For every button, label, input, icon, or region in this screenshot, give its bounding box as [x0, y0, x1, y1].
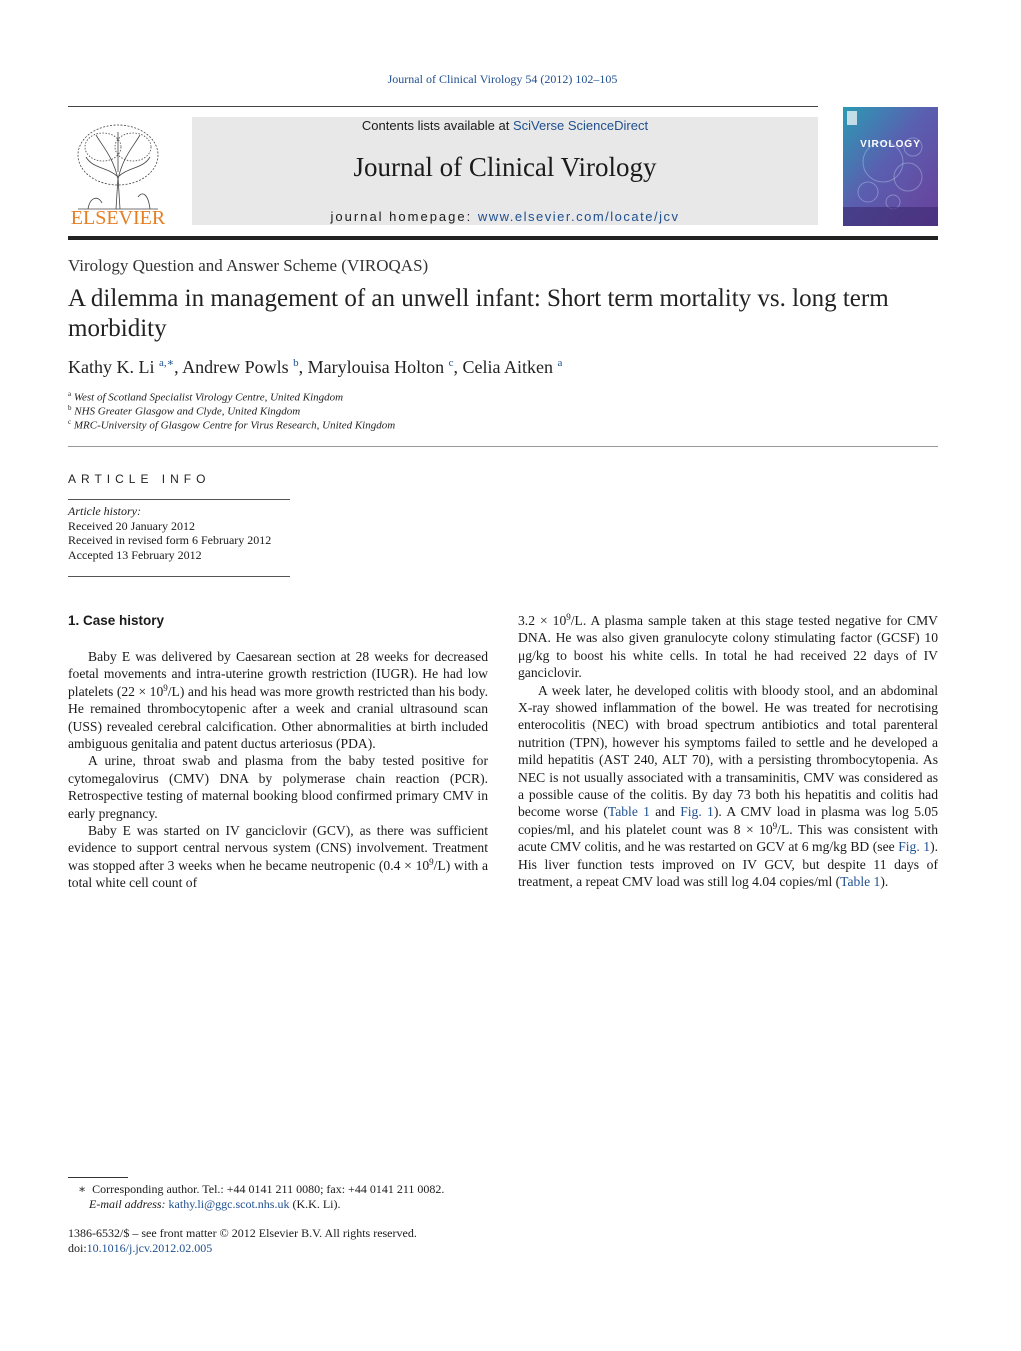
- paragraph: A urine, throat swab and plasma from the baby tested positive for cytomegalovirus (CMV) DNA by polymerase chain reaction (PCR). Retrospective testing of maternal booking blood confirmed primary CMV in early pregnancy.: [68, 753, 488, 821]
- cover-title: VIROLOGY: [860, 139, 921, 150]
- article-title: A dilemma in management of an unwell infant: Short term mortality vs. long term morbidity: [68, 285, 889, 342]
- journal-cover-image[interactable]: [843, 107, 938, 226]
- footnote-rule: [68, 1177, 128, 1178]
- affiliation-mark: c: [68, 418, 72, 426]
- paragraph: [68, 822, 488, 892]
- homepage-line: [192, 209, 818, 224]
- text-run: /L. A plasma sample taken at this stage tested negative for CMV DNA. He was also given granulocyte colony stimulating factor (GCSF) 10 μg/kg to boost his white cells. In total he had received 22 days of IV ganciclovir.: [518, 613, 938, 681]
- text-run: /L) and his head was more growth restricted than his body. He remained thrombocytopenic after a week and cranial ultrasound scan (USS) revealed cerebral calcification. Other abnormalities at birth included ambiguous genitalia and patent ductus arteriosus (PDA).: [68, 683, 488, 752]
- elsevier-wordmark: ELSEVIER: [70, 207, 166, 229]
- header-top-rule: [68, 106, 818, 107]
- author-name: Kathy K. Li: [68, 357, 155, 377]
- author-affiliation-mark[interactable]: a,∗: [158, 357, 175, 369]
- footnote-mark: ∗: [78, 1182, 87, 1196]
- accepted-date: Accepted 13 February 2012: [68, 548, 202, 562]
- sciencedirect-link[interactable]: SciVerse ScienceDirect: [512, 118, 649, 133]
- homepage-link[interactable]: www.elsevier.com/locate/jcv: [477, 209, 680, 224]
- text-run: ).: [880, 874, 889, 890]
- section-heading: 1. Case history: [68, 613, 165, 628]
- article-section-label: Virology Question and Answer Scheme (VIROQAS): [68, 256, 429, 275]
- contents-line: [192, 118, 818, 133]
- superscript: 9: [772, 820, 778, 831]
- body-column-right: [518, 612, 938, 891]
- figure-1-link[interactable]: Fig. 1: [898, 839, 931, 855]
- received-date: Received 20 January 2012: [68, 519, 195, 533]
- superscript: 9: [566, 612, 571, 622]
- revised-date: Received in revised form 6 February 2012: [68, 533, 272, 547]
- superscript: 9: [163, 682, 168, 693]
- affiliation-c: [68, 418, 395, 432]
- email-note: [89, 1197, 340, 1212]
- homepage-prefix: journal homepage:: [330, 209, 478, 224]
- author-separator: ,: [298, 357, 308, 377]
- text-run: and: [649, 804, 681, 820]
- journal-citation[interactable]: Journal of Clinical Virology 54 (2012) 102–105: [387, 72, 618, 86]
- text-run: /L) with a total white cell count of: [68, 857, 488, 891]
- affiliation-mark: a: [68, 390, 72, 398]
- email-label: E-mail address:: [89, 1197, 166, 1211]
- author-list: [68, 356, 562, 378]
- author-separator: ,: [453, 357, 463, 377]
- text-run: ). His liver function tests improved on IV GCV, but despite 11 days of treatment, a repeat CMV load was still log 4.04 copies/ml (: [518, 839, 938, 890]
- paragraph: [518, 612, 938, 682]
- superscript: 9: [429, 856, 434, 867]
- affiliation-mark: b: [68, 404, 72, 412]
- footnote-text: Corresponding author. Tel.: +44 0141 211 0080; fax: +44 0141 211 0082.: [92, 1182, 445, 1196]
- email-suffix: (K.K. Li).: [289, 1197, 341, 1211]
- paragraph: [518, 682, 938, 891]
- corresponding-author-note: [78, 1182, 444, 1197]
- article-info-rule-bottom: [68, 576, 290, 577]
- author-name: Celia Aitken: [462, 357, 553, 377]
- table-1-link[interactable]: Table 1: [607, 804, 650, 820]
- copyright-line: 1386-6532/$ – see front matter © 2012 Elsevier B.V. All rights reserved.: [68, 1226, 417, 1240]
- text-run: Baby E was started on IV ganciclovir (GCV), as there was sufficient evidence to support central nervous system (CNS) involvement. Treatment was stopped after 3 weeks when he became neutropenic (0.4 × 10: [68, 823, 488, 873]
- author-affiliation-mark[interactable]: a: [557, 357, 563, 369]
- text-run: 3.2 × 10: [518, 613, 567, 628]
- figure-1-link[interactable]: Fig. 1: [680, 804, 714, 820]
- email-link[interactable]: kathy.li@ggc.scot.nhs.uk: [168, 1197, 290, 1211]
- affiliation-a: [68, 390, 343, 404]
- affiliation-text: West of Scotland Specialist Virology Centre, United Kingdom: [73, 391, 344, 404]
- table-1-link[interactable]: Table 1: [840, 874, 881, 890]
- article-history-title: Article history:: [68, 504, 141, 518]
- text-run: Baby E was delivered by Caesarean section at 28 weeks for decreased foetal movements and intra-uterine growth restriction (IUGR). He had low platelets (22 × 10: [68, 649, 488, 699]
- author-name: Marylouisa Holton: [307, 357, 445, 377]
- article-info-rule-top: [68, 499, 290, 500]
- contents-prefix: Contents lists available at: [361, 118, 513, 133]
- author-affiliation-mark[interactable]: b: [293, 357, 299, 369]
- affiliation-text: MRC-University of Glasgow Centre for Virus Research, United Kingdom: [73, 419, 396, 432]
- doi-link[interactable]: 10.1016/j.jcv.2012.02.005: [86, 1241, 213, 1255]
- body-column-left: [68, 648, 488, 892]
- affiliation-text: NHS Greater Glasgow and Clyde, United Kingdom: [74, 405, 301, 418]
- article-info-heading: ARTICLE INFO: [68, 472, 211, 486]
- author-separator: ,: [174, 357, 183, 377]
- paragraph: [68, 648, 488, 752]
- affiliation-rule: [68, 446, 938, 447]
- text-run: A week later, he developed colitis with bloody stool, and an abdominal X-ray showed inflammation of the bowel. He was treated for necrotising enterocolitis (NEC) with broad spectrum antibiotics and total parenteral nutrition (TPN), however his symptoms failed to settle and he developed a mild hepatitis (AST 240, ALT 70), with a persisting thrombocytopenia. As NEC is not usually associated with a transaminitis, CMV was considered as a possible cause of the colitis. By day 73 both his hepatitis and colitis had become worse (: [518, 682, 938, 820]
- author-name: Andrew Powls: [182, 357, 289, 377]
- text-run: /L. This was consistent with acute CMV colitis, and he was restarted on GCV at 6 mg/kg BD (see: [518, 821, 939, 855]
- affiliation-b: [68, 404, 300, 418]
- author-affiliation-mark[interactable]: c: [448, 357, 454, 369]
- text-run: ). A CMV load in plasma was log 5.05 copies/ml, and his platelet count was 8 × 10: [518, 804, 938, 837]
- doi-line: [68, 1241, 212, 1256]
- doi-prefix: doi:: [68, 1241, 87, 1255]
- header-thick-rule: [68, 236, 938, 240]
- journal-title: Journal of Clinical Virology: [353, 152, 657, 182]
